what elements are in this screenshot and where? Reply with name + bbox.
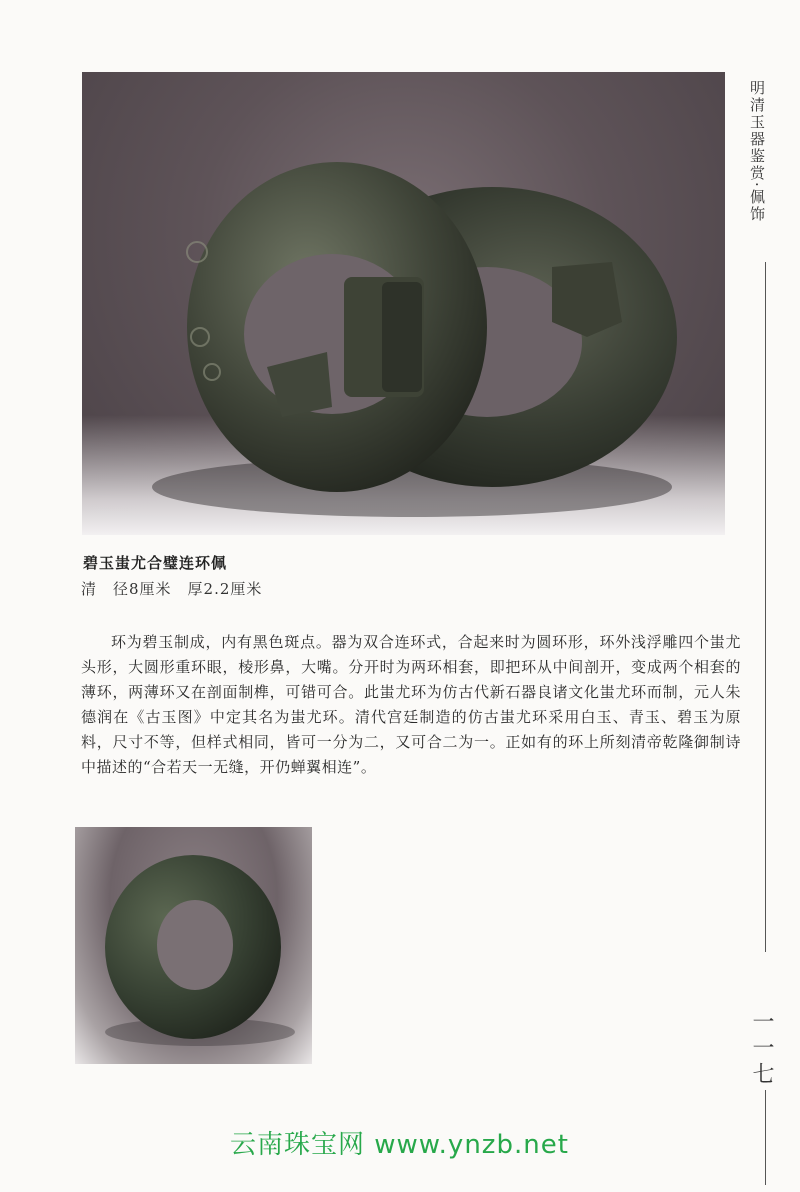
- side-rule-top: [765, 262, 766, 952]
- jade-rings-illustration: [82, 72, 725, 535]
- body-text: [81, 630, 741, 780]
- running-header: 明清玉器鉴赏·佩饰: [748, 80, 766, 223]
- small-photo-jade-ring: [75, 827, 312, 1064]
- main-photo-interlocking-jade-rings: [82, 72, 725, 535]
- jade-ring-illustration: [75, 827, 312, 1064]
- caption-title: 碧玉蚩尤合璧连环佩: [83, 554, 228, 572]
- page-number: 一一七: [749, 1010, 774, 1088]
- site-watermark: 云南珠宝网 www.ynzb.net: [230, 1130, 569, 1160]
- caption-subtitle: 清 径8厘米 厚2.2厘米: [81, 580, 263, 598]
- side-rule-bottom: [765, 1090, 766, 1185]
- body-paragraph: 环为碧玉制成，内有黑色斑点。器为双合连环式，合起来时为圆环形，环外浅浮雕四个蚩尤头形，大圆形重环眼，棱形鼻，大嘴。分开时为两环相套，即把环从中间剖开，变成两个相套的薄环，两薄环又在剖面制榫，可错可合。此蚩尤环为仿古代新石器良诸文化蚩尤环而制，元人朱德润在《古玉图》中定其名为蚩尤环。清代宫廷制造的仿古蚩尤环采用白玉、青玉、碧玉为原料，尺寸不等，但样式相同，皆可一分为二，又可合二为一。正如有的环上所刻清帝乾隆御制诗中描述的“合若天一无缝，开仍蝉翼相连”。: [81, 633, 741, 776]
